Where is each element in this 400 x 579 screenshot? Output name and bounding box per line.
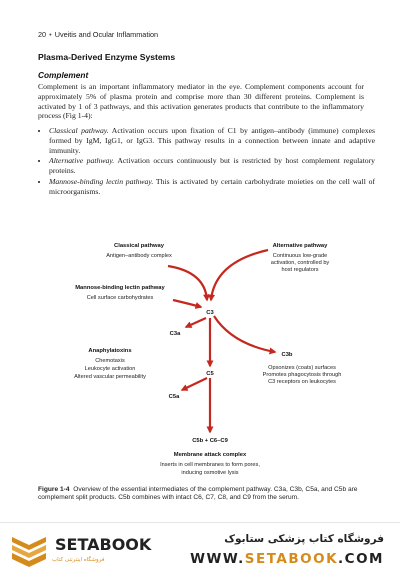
mac-title: Membrane attack complex	[173, 452, 247, 458]
alternative-title: Alternative pathway	[272, 243, 328, 249]
classical-title: Classical pathway	[114, 243, 164, 249]
anaphylatoxins-desc-line: Altered vascular permeability	[74, 374, 146, 380]
alternative-desc-line: activation, controlled by	[270, 260, 330, 266]
header-separator: •	[49, 30, 52, 39]
alternative-desc-line: Continuous low-grade	[272, 253, 328, 259]
shop-url[interactable]	[190, 551, 384, 567]
logo-wordmark: SETABOOK	[55, 535, 152, 554]
subsection-title: Complement	[38, 70, 89, 80]
bullet-text: Activation occurs continuously but is restricted by host complement regulatory proteins.	[49, 156, 375, 176]
c3a-arrow	[186, 318, 206, 327]
alternative-arrow	[211, 250, 268, 300]
setabook-logo-icon	[8, 531, 50, 571]
running-title: Uveitis and Ocular Inflammation	[54, 30, 159, 39]
c3b-desc-line: Promotes phagocytosis through	[262, 372, 342, 378]
bullet-term: Classical pathway.	[49, 126, 109, 135]
classical-desc: Antigen–antibody complex	[106, 253, 172, 259]
alternative-desc-line: host regulators	[281, 267, 319, 273]
mbl-title: Mannose-binding lectin pathway	[75, 285, 165, 291]
figure-caption	[38, 486, 364, 503]
mac-desc-line: Inserts in cell membranes to form pores,	[160, 462, 260, 468]
caption-text: Overview of the essential intermediates of the complement pathway. C3a, C3b, C5a, and C5b are complement split products. C5b combines with intact C6, C7, C8, and C9 from the serum.	[38, 486, 358, 502]
c3b-label: C3b	[281, 352, 293, 358]
c3b-arrow	[214, 316, 275, 352]
url-prefix: WWW.	[190, 551, 245, 567]
anaphylatoxins-title: Anaphylatoxins	[88, 348, 132, 354]
c3b-desc-line: Opsonizes (coats) surfaces	[268, 365, 336, 371]
c3-label: C3	[206, 310, 214, 316]
mbl-desc: Cell surface carbohydrates	[86, 295, 154, 301]
bullet-text: Activation occurs upon fixation of C1 by antigen–antibody (immune) complexes formed by IgM, IgG1, or IgG3. This pathway results in a connection between innate and adaptive immunity.	[49, 126, 376, 155]
intro-paragraph: Complement is an important inflammatory mediator in the eye. Complement components account for approximately 5% of plasma protein and comprise more than 30 different proteins. Complement is activated by 1 of 3 pathways, and this activation generates products that contribute to the inflammatory process (Fig 1-4):	[38, 82, 364, 121]
section-title: Plasma-Derived Enzyme Systems	[38, 52, 176, 62]
publisher-footer	[0, 522, 400, 579]
c3b-desc-line: C3 receptors on leukocytes	[268, 379, 336, 385]
bullet-text: This is activated by certain carbohydrate moieties on the cell wall of microorganisms.	[49, 176, 375, 196]
mbl-arrow	[173, 300, 201, 307]
url-name: SETABOOK	[244, 551, 339, 567]
caption-label: Figure 1-4	[38, 486, 70, 493]
c5a-arrow	[182, 378, 207, 390]
classical-arrow	[168, 266, 207, 300]
bullet-term: Alternative pathway.	[49, 156, 115, 166]
mac-desc-line: inducing osmotive lysis	[181, 470, 239, 476]
url-suffix: .COM	[338, 551, 384, 567]
c5a-label: C5a	[168, 394, 180, 400]
c5b-c9-label: C5b + C6–C9	[192, 438, 228, 444]
anaphylatoxins-desc-line: Chemotaxis	[95, 358, 125, 364]
bullet-term: Mannose-binding lectin pathway.	[49, 176, 154, 186]
c3a-label: C3a	[169, 331, 181, 337]
logo-tagline: فروشگاه اینترنتی کتاب	[52, 557, 105, 563]
c5-label: C5	[206, 371, 214, 377]
anaphylatoxins-desc-line: Leukocyte activation	[84, 366, 136, 372]
shop-name: فروشگاه کتاب پزشکی ستابوک	[224, 533, 384, 545]
page-number: 20	[38, 30, 47, 39]
